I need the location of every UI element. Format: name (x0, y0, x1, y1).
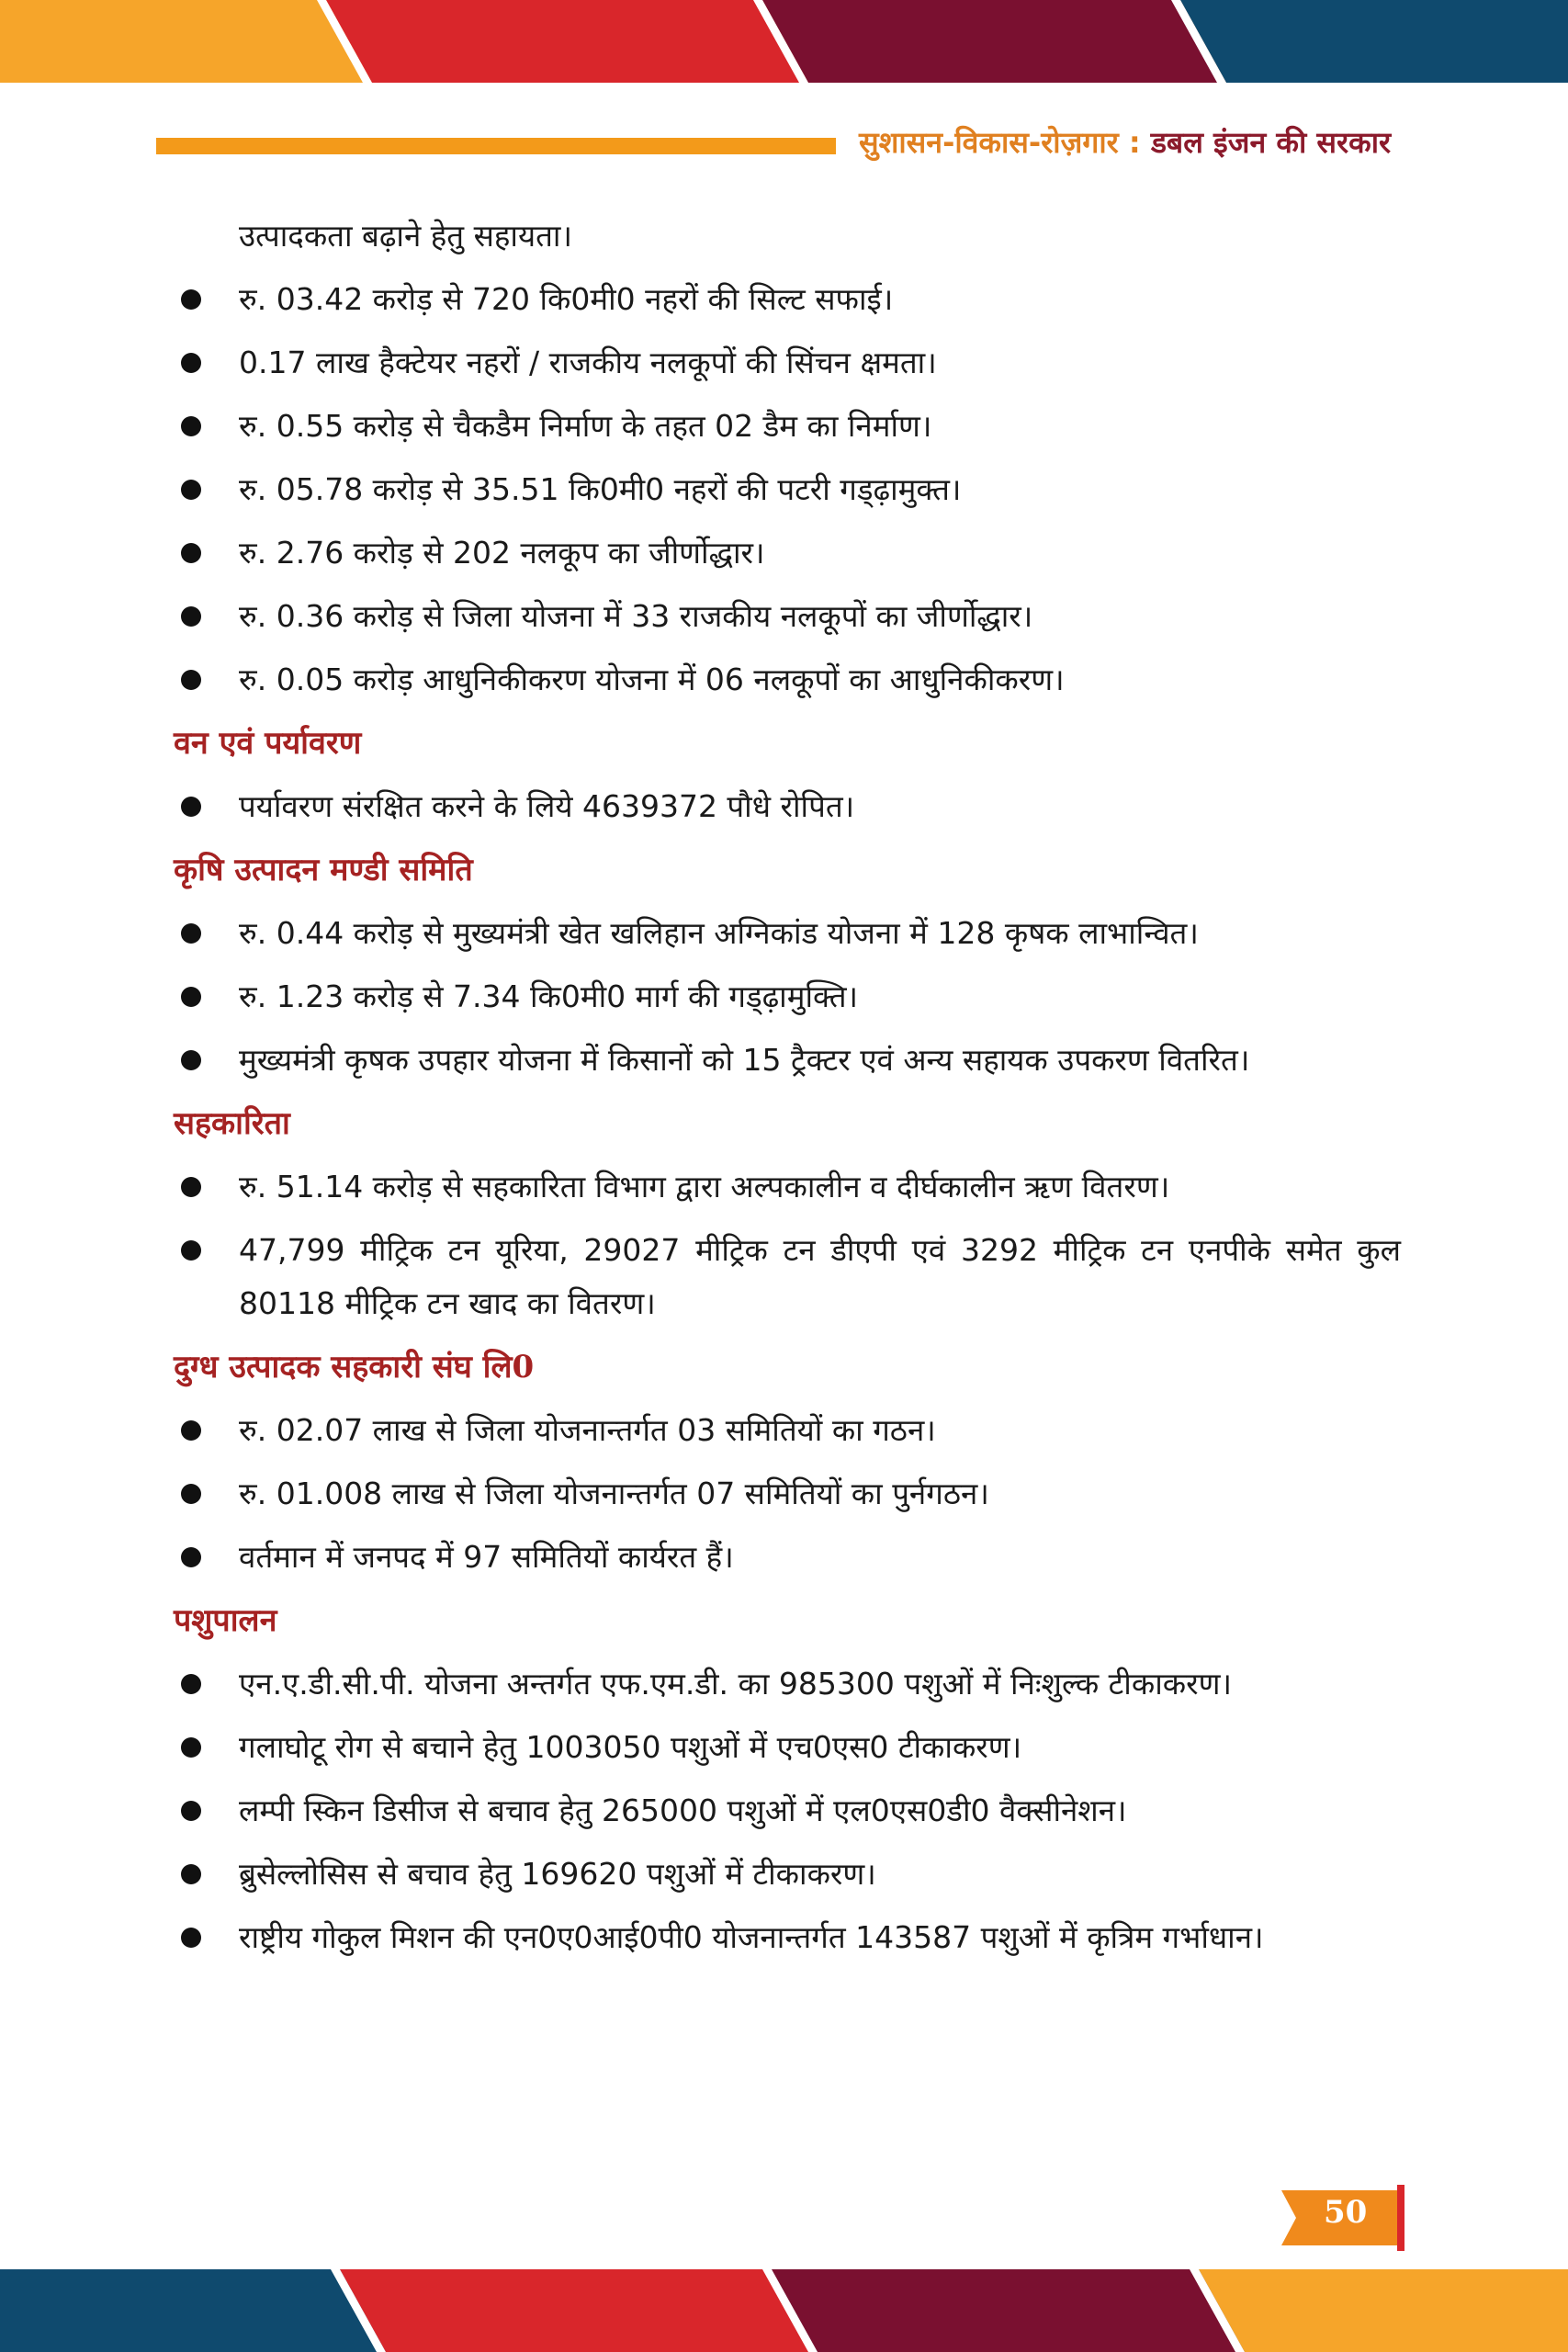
list-item-text: पर्यावरण संरक्षित करने के लिये 4639372 पौधे रोपित। (239, 788, 855, 824)
list-item-text: रु. 2.76 करोड़ से 202 नलकूप का जीर्णोद्धार। (239, 535, 765, 571)
bullet-icon (181, 1737, 201, 1758)
bullet-icon (181, 1484, 201, 1504)
list-item (170, 463, 1401, 516)
list-item-text: राष्ट्रीय गोकुल मिशन की एन0ए0आई0पी0 योजनान्तर्गत 143587 पशुओं में कृत्रिम गर्भाधान। (239, 1919, 1264, 1955)
bullet-icon (181, 480, 201, 500)
list-item-text: रु. 01.008 लाख से जिला योजनान्तर्गत 07 समितियों का पुर्नगठन। (239, 1476, 989, 1511)
bullet-icon (181, 1547, 201, 1567)
header-title (859, 122, 1391, 162)
list-item-text: रु. 51.14 करोड़ से सहकारिता विभाग द्वारा अल्पकालीन व दीर्घकालीन ऋण वितरण। (239, 1169, 1170, 1204)
bullet-icon (181, 1240, 201, 1261)
bullet-icon (181, 416, 201, 436)
bullet-icon (181, 1801, 201, 1821)
list-item (170, 526, 1401, 580)
list-item (170, 590, 1401, 643)
header-title-part2: डबल इंजन की सरकार (1150, 125, 1392, 160)
list-item-text: रु. 1.23 करोड़ से 7.34 कि0मी0 मार्ग की गड्ढ़ामुक्ति। (239, 978, 859, 1014)
bullet-icon (181, 1928, 201, 1948)
list-item (170, 1404, 1401, 1457)
list-item (170, 400, 1401, 453)
list-item-text: रु. 02.07 लाख से जिला योजनान्तर्गत 03 समितियों का गठन। (239, 1412, 936, 1448)
section-heading-dairy-union: दुग्ध उत्पादक सहकारी संघ लि0 (174, 1349, 535, 1385)
bullet-icon (181, 1420, 201, 1441)
top-color-band (0, 0, 1568, 83)
section-heading-mandi-samiti: कृषि उत्पादन मण्डी समिति (174, 852, 473, 888)
list-item (170, 336, 1401, 390)
bullet-icon (181, 1674, 201, 1694)
bullet-icon (181, 289, 201, 310)
list-item-text: रु. 05.78 करोड़ से 35.51 कि0मी0 नहरों की पटरी गड्ढ़ामुक्त। (239, 471, 962, 507)
list-item (170, 1160, 1401, 1214)
list-item (170, 970, 1401, 1023)
list-item-text: रु. 03.42 करोड़ से 720 कि0मी0 नहरों की सिल्ट सफाई। (239, 281, 894, 317)
list-item (170, 1784, 1401, 1838)
section-heading-forest-environment: वन एवं पर्यावरण (174, 725, 362, 762)
list-item (170, 1224, 1401, 1330)
page-number-tab (1281, 2185, 1410, 2251)
list-item (170, 1911, 1401, 1964)
list-item-text: एन.ए.डी.सी.पी. योजना अन्तर्गत एफ.एम.डी. का 985300 पशुओं में निःशुल्क टीकाकरण। (239, 1666, 1232, 1702)
list-item-text: रु. 0.44 करोड़ से मुख्यमंत्री खेत खलिहान अग्निकांड योजना में 128 कृषक लाभान्वित। (239, 915, 1199, 951)
continued-line: उत्पादकता बढ़ाने हेतु सहायता। (239, 218, 572, 254)
bullet-icon (181, 606, 201, 627)
list-item (170, 1657, 1401, 1711)
bullet-icon (181, 670, 201, 690)
list-item-text: ब्रुसेल्लोसिस से बचाव हेतु 169620 पशुओं में टीकाकरण। (239, 1856, 876, 1892)
list-item (170, 653, 1401, 707)
list-item-text: लम्पी स्किन डिसीज से बचाव हेतु 265000 पशुओं में एल0एस0डी0 वैक्सीनेशन। (239, 1792, 1127, 1828)
list-item-text: रु. 0.36 करोड़ से जिला योजना में 33 राजकीय नलकूपों का जीर्णोद्धार। (239, 598, 1033, 634)
list-item (170, 1034, 1401, 1087)
bullet-icon (181, 987, 201, 1007)
list-item-text: 0.17 लाख हैक्टेयर नहरों / राजकीय नलकूपों की सिंचन क्षमता। (239, 345, 937, 380)
list-item-text: वर्तमान में जनपद में 97 समितियों कार्यरत हैं। (239, 1539, 734, 1575)
bullet-icon (181, 797, 201, 817)
section-heading-cooperative: सहकारिता (174, 1105, 290, 1142)
list-item (170, 1531, 1401, 1584)
list-item-text: गलाघोटू रोग से बचाने हेतु 1003050 पशुओं में एच0एस0 टीकाकरण। (239, 1729, 1022, 1765)
list-item-text: रु. 0.05 करोड़ आधुनिकीकरण योजना में 06 नलकूपों का आधुनिकीकरण। (239, 662, 1065, 697)
list-item (170, 1721, 1401, 1774)
page-content (170, 209, 1401, 1974)
list-item-text: मुख्यमंत्री कृषक उपहार योजना में किसानों को 15 ट्रैक्टर एवं अन्य सहायक उपकरण वितरित। (239, 1042, 1250, 1078)
list-item (170, 907, 1401, 960)
bullet-icon (181, 1864, 201, 1884)
section-heading-animal-husbandry: पशुपालन (174, 1602, 277, 1639)
bullet-icon (181, 543, 201, 563)
header-title-part1: सुशासन-विकास-रोज़गार : (859, 125, 1151, 160)
bullet-icon (181, 1050, 201, 1070)
header-rule (156, 138, 836, 154)
list-item-text: रु. 0.55 करोड़ से चैकडैम निर्माण के तहत 02 डैम का निर्माण। (239, 408, 932, 444)
page-number: 50 (1324, 2194, 1368, 2231)
bullet-icon (181, 1177, 201, 1197)
list-item (170, 273, 1401, 326)
list-item-text: 47,799 मीट्रिक टन यूरिया, 29027 मीट्रिक टन डीएपी एवं 3292 मीट्रिक टन एनपीके समेत कुल 80118 मीट्रिक टन खाद का वितरण। (239, 1232, 1401, 1321)
bullet-icon (181, 923, 201, 944)
bottom-color-band (0, 2269, 1568, 2352)
bullet-icon (181, 353, 201, 373)
list-item (170, 1467, 1401, 1521)
list-item (170, 780, 1401, 833)
list-item (170, 1848, 1401, 1901)
